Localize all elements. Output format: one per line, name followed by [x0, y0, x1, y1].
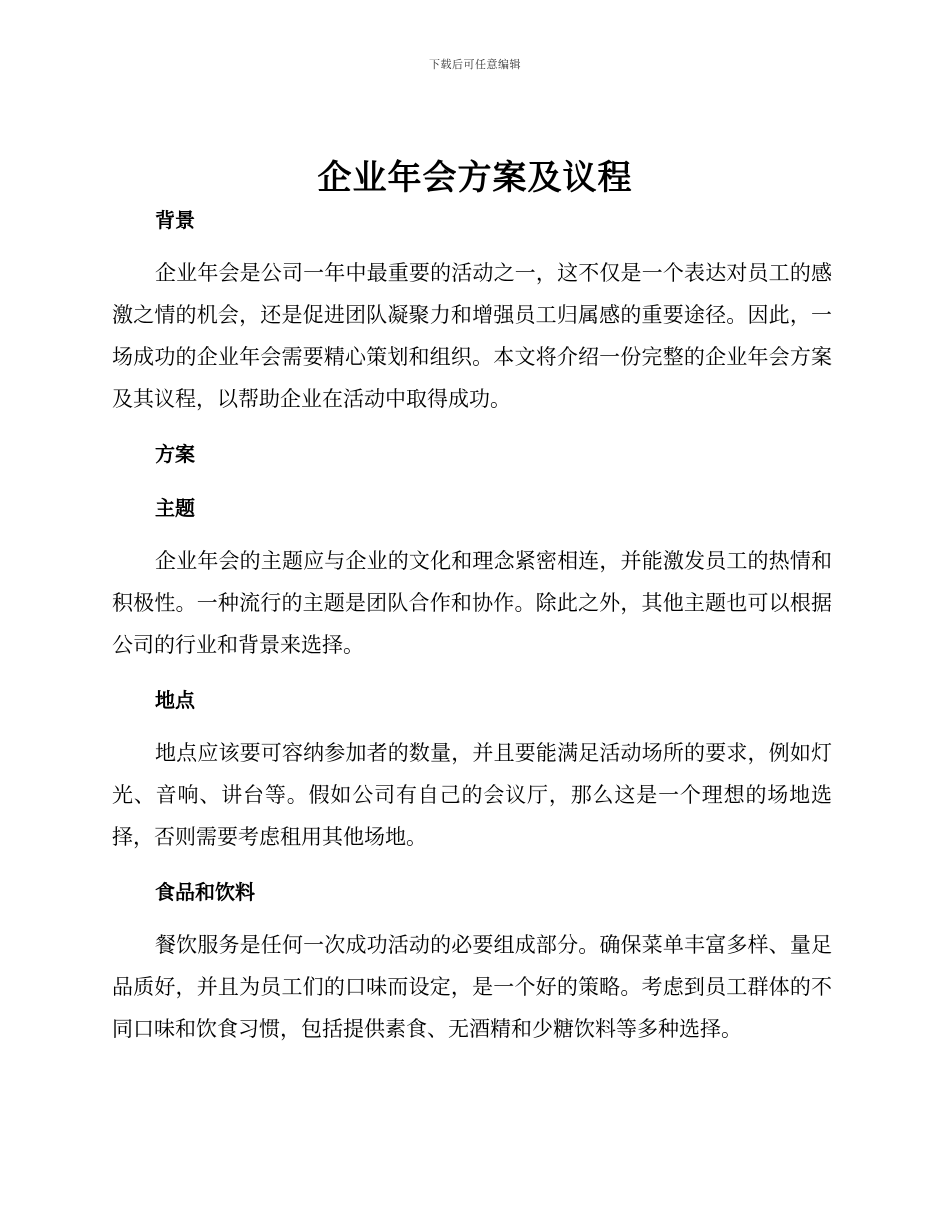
- section-venue: [112, 680, 832, 858]
- document-title: 企业年会方案及议程: [317, 158, 633, 198]
- header-note: 下载后可任意编辑: [429, 58, 521, 71]
- section-paragraph: 企业年会是公司一年中最重要的活动之一，这不仅是一个表达对员工的感激之情的机会，还是促进团队凝聚力和增强员工归属感的重要途径。因此，一场成功的企业年会需要精心策划和组织。本文将介绍一份完整的企业年会方案及其议程，以帮助企业在活动中取得成功。: [112, 261, 832, 411]
- section-heading: 主题: [155, 496, 195, 520]
- section-heading: 方案: [155, 442, 195, 466]
- section-heading: 食品和饮料: [155, 880, 255, 904]
- section-plan: [112, 434, 832, 474]
- section-paragraph: 餐饮服务是任何一次成功活动的必要组成部分。确保菜单丰富多样、量足品质好，并且为员工们的口味而设定，是一个好的策略。考虑到员工群体的不同口味和饮食习惯，包括提供素食、无酒精和少糖饮料等多种选择。: [112, 933, 832, 1041]
- section-theme: [112, 488, 832, 666]
- section-food-drinks: [112, 872, 832, 1050]
- section-paragraph: 地点应该要可容纳参加者的数量，并且要能满足活动场所的要求，例如灯光、音响、讲台等。假如公司有自己的会议厅，那么这是一个理想的场地选择，否则需要考虑租用其他场地。: [112, 741, 832, 849]
- section-heading: 背景: [155, 208, 195, 232]
- section-background: [112, 200, 832, 420]
- section-heading: 地点: [155, 688, 195, 712]
- document-body: [112, 200, 832, 1064]
- section-paragraph: 企业年会的主题应与企业的文化和理念紧密相连，并能激发员工的热情和积极性。一种流行的主题是团队合作和协作。除此之外，其他主题也可以根据公司的行业和背景来选择。: [112, 549, 832, 657]
